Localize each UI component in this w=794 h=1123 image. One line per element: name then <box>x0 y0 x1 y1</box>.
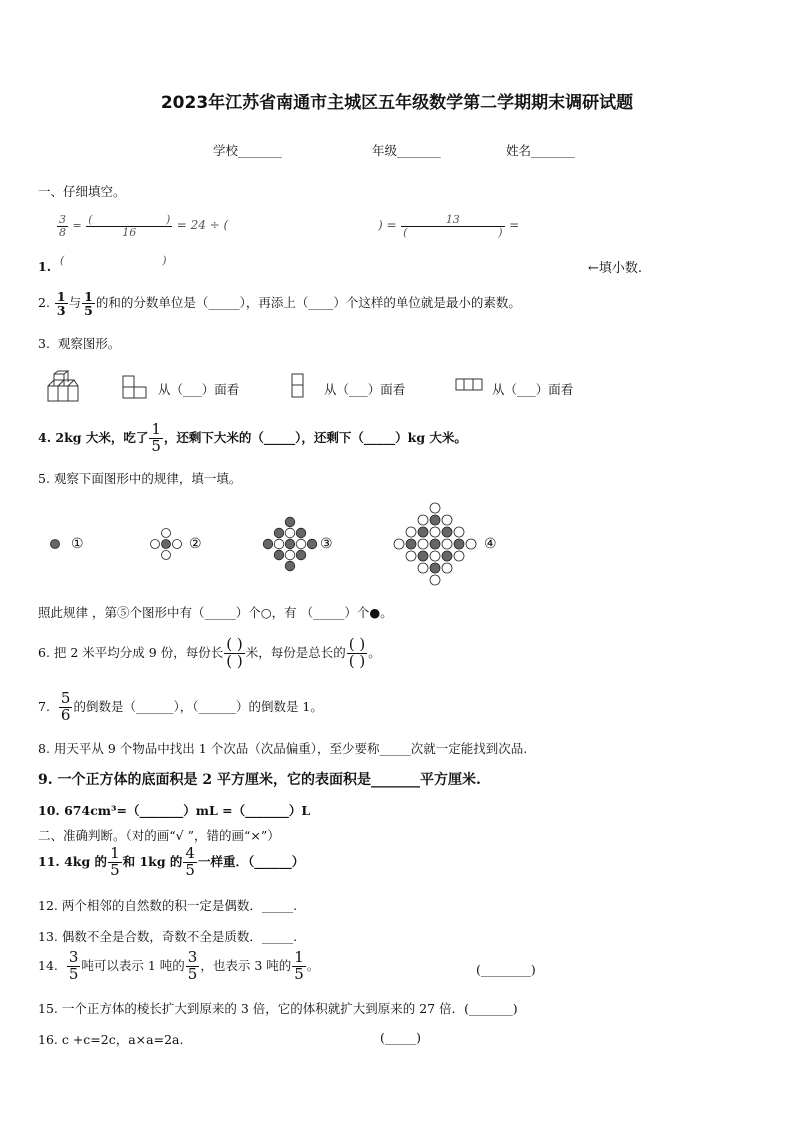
q8: 8. 用天平从 9 个物品中找出 1 个次品（次品偏重），至少要称_____次就一定能找到次品. <box>38 741 528 756</box>
q1-equation: $\frac{3}{8}$ = $\frac{( )}{16}$ = 24 ÷ ( <box>59 213 229 239</box>
q1-fraction-3: $\frac{13}{( )}$ <box>403 213 503 239</box>
filled-dot-fig3 <box>274 528 284 538</box>
q6: 6. 把 2 米平均分成 9 份，每份长 $\frac{( )}{( )}$ 米，每份是总长的 $\frac{( )}{( )}$ 。 <box>38 635 381 670</box>
hollow-dot-fig4 <box>430 527 440 537</box>
q4: 4. 2kg 大米，吃了 $\frac{1}{5}$ ，还剩下大米的（_____），还剩下（_____）kg 大米。 <box>38 420 467 455</box>
hollow-dot-fig4 <box>442 539 452 549</box>
q14-fraction-1: $\frac{3}{5}$ <box>68 948 79 983</box>
filled-dot-fig4 <box>430 563 440 573</box>
filled-dot-fig4 <box>430 539 440 549</box>
filled-dot-fig4 <box>418 527 428 537</box>
hollow-dot-fig4 <box>406 527 416 537</box>
q9: 9. 一个正方体的底面积是 2 平方厘米，它的表面积是_______平方厘米. <box>38 772 481 788</box>
q14-fraction-3: $\frac{1}{5}$ <box>294 948 304 983</box>
q1-equation-right: ) = $\frac{13}{( )}$ = <box>378 213 520 239</box>
q1-number: 1. <box>38 259 52 274</box>
section-2-heading: 二、准确判断。（对的画“√ ”，错的画“×”） <box>38 828 280 843</box>
q10: 10. 674cm³=（_______）mL =（_______）L <box>38 803 311 818</box>
hollow-dot-fig3 <box>296 539 306 549</box>
name-field: 姓名_______ <box>506 143 575 158</box>
filled-dot-fig3 <box>285 561 295 571</box>
fig-label-2: ② <box>189 536 202 552</box>
hollow-dot-fig4 <box>430 503 440 513</box>
hollow-dot-fig4 <box>430 551 440 561</box>
hollow-dot-fig3 <box>285 550 295 560</box>
dot-pattern-figures <box>0 500 794 592</box>
q16: 16. c +c=2c，a×a=2a. <box>38 1032 184 1047</box>
q16-answer: (_____) <box>380 1030 422 1045</box>
q3: 3. 观察图形。 <box>38 336 121 351</box>
q5-heading: 5. 观察下面图形中的规律，填一填。 <box>38 471 242 486</box>
q3-view-2: 从（___）面看 <box>324 382 406 397</box>
filled-dot-fig3 <box>307 539 317 549</box>
q13: 13. 偶数不全是合数，奇数不全是质数．_____. <box>38 929 298 944</box>
filled-dot-fig1 <box>51 540 60 549</box>
filled-dot-fig4 <box>430 515 440 525</box>
cube-stack-icon <box>46 373 80 403</box>
q7-fraction: $\frac{5}{6}$ <box>60 689 71 724</box>
filled-dot-fig4 <box>442 527 452 537</box>
page-title: 2023年江苏省南通市主城区五年级数学第二学期期末调研试题 <box>160 93 634 113</box>
q3-view-1: 从（___）面看 <box>158 382 240 397</box>
hollow-dot-fig2 <box>173 540 182 549</box>
fig-label-1: ① <box>71 536 84 552</box>
q2-fraction-b: $\frac{1}{5}$ <box>84 289 93 319</box>
filled-dot-fig4 <box>406 539 416 549</box>
hollow-dot-fig4 <box>418 515 428 525</box>
filled-dot-fig3 <box>274 550 284 560</box>
q1-tail: ←填小数. <box>588 261 643 276</box>
fig-label-3: ③ <box>320 536 333 552</box>
q4-fraction: $\frac{1}{5}$ <box>151 420 161 455</box>
filled-dot-fig3 <box>263 539 273 549</box>
hollow-dot-fig4 <box>442 563 452 573</box>
hollow-dot-fig3 <box>285 528 295 538</box>
q14: 14. $\frac{3}{5}$ 吨可以表示 1 吨的 $\frac{3}{5}$ ，也表示 3 吨的 $\frac{1}{5}$ 。 <box>38 948 320 983</box>
q1-paren: ( ) <box>60 254 167 267</box>
filled-dot-fig3 <box>296 550 306 560</box>
q2-fraction-a: $\frac{1}{3}$ <box>56 289 66 319</box>
filled-dot-fig4 <box>442 551 452 561</box>
q1-fraction-1: $\frac{3}{8}$ <box>59 213 66 239</box>
hollow-dot-fig4 <box>394 539 404 549</box>
front-view-icon <box>122 375 148 399</box>
q15: 15. 一个正方体的棱长扩大到原来的 3 倍，它的体积就扩大到原来的 27 倍．(_______) <box>38 1001 518 1016</box>
side-view-icon <box>291 373 305 399</box>
top-view-icon <box>455 378 483 392</box>
filled-dot-fig3 <box>285 517 295 527</box>
filled-dot-fig4 <box>454 539 464 549</box>
filled-dot-fig2 <box>162 540 171 549</box>
filled-dot-fig3 <box>296 528 306 538</box>
q2: 2. $\frac{1}{3}$ 与 $\frac{1}{5}$ 的和的分数单位是（_____），再添上（____）个这样的单位就是最小的素数。 <box>38 289 521 319</box>
q14-answer: (________) <box>476 962 536 977</box>
grade-field: 年级_______ <box>372 143 441 158</box>
q6-fraction-2: $\frac{( )}{( )}$ <box>348 635 366 670</box>
hollow-dot-fig4 <box>406 551 416 561</box>
q11: 11. 4kg 的 $\frac{1}{5}$ 和 1kg 的 $\frac{4}{5}$ 一样重．（______） <box>38 844 305 879</box>
q5-rule: 照此规律 ，第⑤个图形中有（_____）个○，有 （_____）个●。 <box>38 605 393 620</box>
filled-dot-fig3 <box>285 539 295 549</box>
fig-label-4: ④ <box>484 536 497 552</box>
q7: 7. $\frac{5}{6}$ 的倒数是（______），（______）的倒数是 1。 <box>38 689 323 724</box>
q11-fraction-1: $\frac{1}{5}$ <box>110 844 120 879</box>
hollow-dot-fig4 <box>454 527 464 537</box>
q14-fraction-2: $\frac{3}{5}$ <box>187 948 198 983</box>
hollow-dot-fig2 <box>162 529 171 538</box>
hollow-dot-fig4 <box>466 539 476 549</box>
hollow-dot-fig2 <box>162 551 171 560</box>
hollow-dot-fig4 <box>418 539 428 549</box>
hollow-dot-fig4 <box>418 563 428 573</box>
hollow-dot-fig4 <box>430 575 440 585</box>
section-1-heading: 一、仔细填空。 <box>38 184 126 199</box>
filled-dot-fig4 <box>418 551 428 561</box>
hollow-dot-fig4 <box>454 551 464 561</box>
hollow-dot-fig4 <box>442 515 452 525</box>
q1-fraction-2: $\frac{( )}{16}$ <box>88 213 171 239</box>
school-field: 学校_______ <box>213 143 282 158</box>
q3-view-3: 从（___）面看 <box>492 382 574 397</box>
q12: 12. 两个相邻的自然数的积一定是偶数．_____. <box>38 898 298 913</box>
q6-fraction-1: $\frac{( )}{( )}$ <box>226 635 243 670</box>
hollow-dot-fig2 <box>151 540 160 549</box>
q11-fraction-2: $\frac{4}{5}$ <box>185 844 195 879</box>
hollow-dot-fig3 <box>274 539 284 549</box>
